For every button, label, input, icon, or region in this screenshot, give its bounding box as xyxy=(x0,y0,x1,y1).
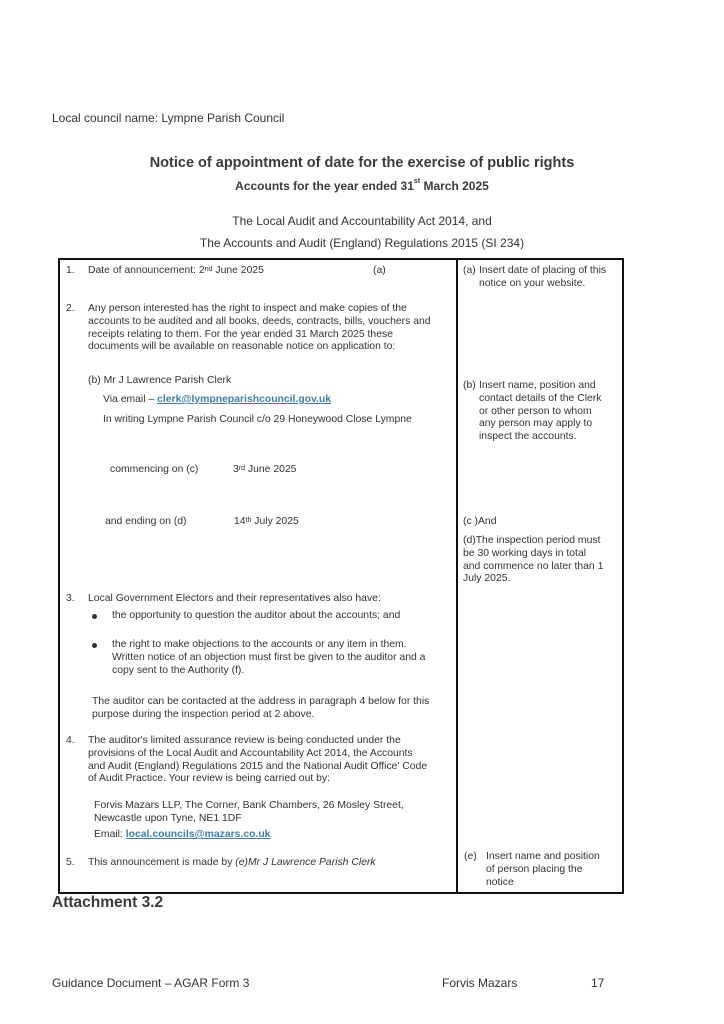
item-4-line: of Audit Practice. Your review is being carried out by: xyxy=(88,773,331,785)
commencing-month: June 2025 xyxy=(245,464,297,475)
auditor-email-prefix: Email: xyxy=(94,829,126,840)
item-4-line: The auditor's limited assurance review is being conducted under the xyxy=(88,735,401,746)
commencing-sup: rd xyxy=(238,465,246,472)
ending-month: July 2025 xyxy=(251,516,299,527)
note-a-line: Insert date of placing of this xyxy=(479,265,607,276)
bullet-icon xyxy=(92,643,97,648)
item-1-date-end: June 2025 xyxy=(212,265,264,276)
column-divider xyxy=(456,258,458,894)
item-3-bullet-1: the opportunity to question the auditor about the accounts; and xyxy=(112,610,401,621)
note-b-line: inspect the accounts. xyxy=(479,431,577,443)
item-3-number: 3. xyxy=(66,593,75,604)
note-e-line: of person placing the xyxy=(486,863,583,875)
footer-document-title: Guidance Document – AGAR Form 3 xyxy=(52,976,250,990)
item-4-text xyxy=(88,735,427,786)
item-1-date xyxy=(88,265,264,278)
item-5-label: This announcement is made by xyxy=(88,857,236,868)
commencing-label: commencing on (c) xyxy=(110,464,199,475)
bullet-2-line: copy sent to the Authority (f). xyxy=(112,664,245,676)
act-line-1: The Local Audit and Accountability Act 2014, and xyxy=(232,214,492,228)
note-a xyxy=(479,265,606,291)
item-5-number: 5. xyxy=(66,857,75,868)
subtitle-text-end: March 2025 xyxy=(420,179,489,193)
address-line: Newcastle upon Tyne, NE1 1DF xyxy=(94,812,242,824)
bullet-icon xyxy=(92,614,97,619)
note-d xyxy=(463,535,603,586)
item-2-line: Any person interested has the right to inspect and make copies of the xyxy=(88,303,407,314)
note-e-line: notice xyxy=(486,876,514,888)
item-1-label: Date of announcement: 2 xyxy=(88,265,205,276)
note-d-line: be 30 working days in total xyxy=(463,547,587,559)
clerk-email-link[interactable]: clerk@lympneparishcouncil.gov.uk xyxy=(157,394,332,405)
item-1-number: 1. xyxy=(66,265,75,276)
note-b-line: contact details of the Clerk xyxy=(479,392,602,404)
ending-sup: th xyxy=(245,517,252,524)
commencing-date xyxy=(233,464,296,477)
contact-writing: In writing Lympne Parish Council c/o 29 Honeywood Close Lympne xyxy=(103,414,412,425)
contact-email-prefix: Via email – xyxy=(103,394,158,405)
item-2-line: accounts to be audited and all books, deeds, contracts, bills, vouchers and xyxy=(88,315,431,327)
note-a-line: notice on your website. xyxy=(479,277,586,289)
contact-email-line xyxy=(103,394,331,407)
note-b-label: (b) xyxy=(463,380,476,391)
note-b xyxy=(479,380,601,444)
item-1-sup: nd xyxy=(204,266,213,273)
footer-company: Forvis Mazars xyxy=(442,976,518,990)
item-5-text xyxy=(88,857,376,870)
item-2-number: 2. xyxy=(66,303,75,314)
page-number: 17 xyxy=(591,976,605,990)
contact-name: (b) Mr J Lawrence Parish Clerk xyxy=(88,375,232,386)
item-5-signatory: (e)Mr J Lawrence Parish Clerk xyxy=(235,857,376,868)
note-c: (c )And xyxy=(463,516,497,527)
note-e-line: Insert name and position xyxy=(486,851,600,862)
ending-date xyxy=(234,516,299,529)
auditor-email-link[interactable]: local.councils@mazars.co.uk xyxy=(125,829,271,840)
auditor-contact-line: The auditor can be contacted at the address in paragraph 4 below for this xyxy=(92,696,430,707)
note-d-line: and commence no later than 1 xyxy=(463,560,604,572)
auditor-contact-note xyxy=(92,696,429,722)
act-line-2: The Accounts and Audit (England) Regulations 2015 (SI 234) xyxy=(199,236,525,250)
item-2-line: receipts relating to them. For the year ended 31 March 2025 these xyxy=(88,328,393,340)
page-title: Notice of appointment of date for the exercise of public rights xyxy=(149,155,575,171)
subtitle-text: Accounts for the year ended 31 xyxy=(235,179,414,193)
subtitle-sup: st xyxy=(413,178,421,185)
item-4-number: 4. xyxy=(66,735,75,746)
auditor-contact-line: purpose during the inspection period at 2 above. xyxy=(92,708,315,720)
auditor-address xyxy=(94,800,404,826)
item-3-intro: Local Government Electors and their representatives also have: xyxy=(88,593,381,604)
bullet-2-line: Written notice of an objection must first be given to the auditor and a xyxy=(112,651,426,663)
ending-day: 14 xyxy=(234,516,246,527)
page-subtitle xyxy=(0,179,724,193)
item-4-line: and Audit (England) Regulations 2015 and the National Audit Office' Code xyxy=(88,760,428,772)
note-e-label: (e) xyxy=(464,851,477,862)
note-d-line: (d)The inspection period must xyxy=(463,535,601,546)
council-name: Local council name: Lympne Parish Council xyxy=(52,111,285,125)
note-d-line: July 2025. xyxy=(463,573,511,585)
note-b-line: any person may apply to xyxy=(479,418,593,430)
note-b-line: Insert name, position and xyxy=(479,380,596,391)
note-e xyxy=(486,851,600,889)
note-a-label: (a) xyxy=(463,265,476,276)
item-2-text xyxy=(88,303,431,354)
auditor-email-line xyxy=(94,829,270,842)
item-3-bullet-2 xyxy=(112,639,425,677)
item-1-marker: (a) xyxy=(373,265,386,276)
item-4-line: provisions of the Local Audit and Accountability Act 2014, the Accounts xyxy=(88,747,413,759)
note-b-line: or other person to whom xyxy=(479,405,592,417)
commencing-day: 3 xyxy=(233,464,239,475)
attachment-label: Attachment 3.2 xyxy=(52,894,164,911)
ending-label: and ending on (d) xyxy=(105,516,187,527)
bullet-2-line: the right to make objections to the accounts or any item in them. xyxy=(112,639,407,650)
address-line: Forvis Mazars LLP, The Corner, Bank Chambers, 26 Mosley Street, xyxy=(94,800,404,811)
item-2-line: documents will be available on reasonable notice on application to: xyxy=(88,341,396,353)
